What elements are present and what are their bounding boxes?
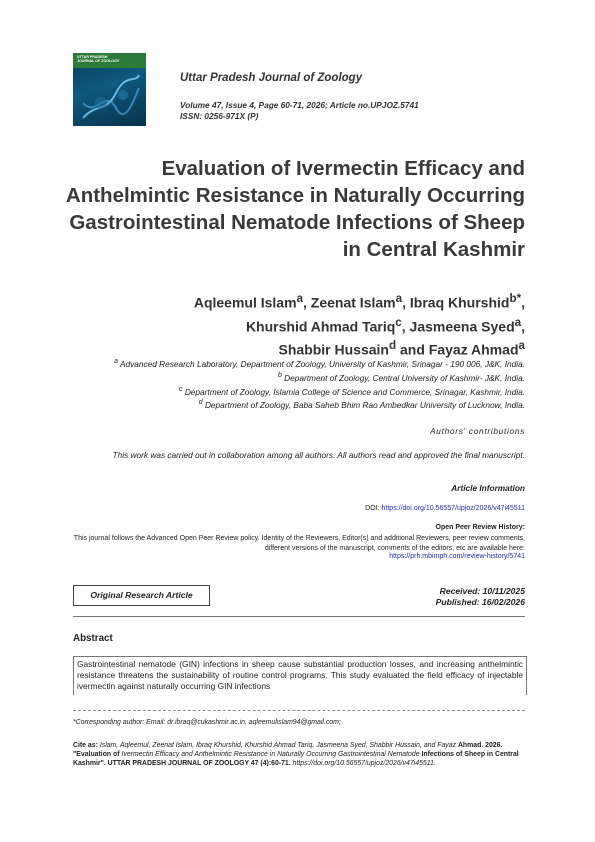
author-name: Aqleemul Islam (193, 294, 297, 311)
author-sup: b* (509, 292, 522, 305)
cite-journal: Infections of Sheep in Central Kashmir". UTTAR PRADESH JOURNAL OF ZOOLOGY 47 (4):60-71. (73, 751, 519, 767)
cite-doi[interactable]: https://doi.org/10.56557/upjoz/2026/v47i45511. (292, 760, 436, 767)
author-name: Khurshid Ahmad Tariq (245, 318, 396, 335)
author-name: Zeenat Islam (310, 294, 396, 311)
volume-line: Volume 47, Issue 4, Page 60-71, 2026; Article no.UPJOZ.5741 (180, 100, 419, 110)
article-type: Original Research Article (90, 590, 193, 600)
author-sup: a (395, 292, 403, 305)
author-name: Ibraq Khurshid (409, 294, 510, 311)
dna-helix-graphic (81, 73, 141, 123)
citation (73, 741, 525, 768)
author-sup: c (395, 315, 402, 329)
author-name: Fayaz Ahmad (428, 341, 519, 358)
cite-label: Cite as: (73, 742, 98, 749)
journal-cover-image (73, 53, 146, 126)
abstract-text: Gastrointestinal nematode (GIN) infections in sheep cause substantial production losses, and increasing anthelmintic resistance threatens the sustainability of routine control programs. This study evaluated the field efficacy of injectable ivermectin against naturally occurring GIN infections (73, 656, 527, 695)
open-peer-review-heading: Open Peer Review History: (435, 524, 525, 531)
contributions-text: This work was carried out in collaboration among all authors. All authors read and approved the final manuscript. (112, 450, 525, 460)
contributions-heading: Authors' contributions (430, 426, 525, 436)
cover-title-line1: UTTAR PRADESH (77, 55, 108, 59)
doi-link[interactable]: https://doi.org/10.56557/upjoz/2026/v47i45511 (381, 505, 525, 512)
doi-line (365, 505, 525, 512)
footnote-divider (73, 710, 525, 711)
author-list: Aqleemul Islam$^a$, Zeenat Islam$^a$, Ibraq Khurshid$^{b*}$, Khurshid Ahmad Tariq$^c$, Jasmeena Syed$^a$, Shabbir Hussain$^d$ and Fayaz Ahmad$^a$ (193, 292, 525, 358)
open-peer-review-text: This journal follows the Advanced Open Peer Review policy. Identity of the Reviewers, Editor(s) and additional Reviewers, peer review comments, different versions of the manuscript, comments of the editors, etc are available here: (73, 535, 525, 552)
author-sup: a (514, 315, 522, 329)
doi-label: DOI: (365, 505, 380, 512)
affiliation: $^c$ Department of Zoology, Islamia College of Science and Commerce, Srinagar, Kashmir, India. (179, 385, 525, 397)
author-sup: d (388, 339, 397, 353)
article-info-heading: Article Information (451, 483, 525, 493)
corresponding-author: *Corresponding author: Email: dr.ibraq@cukashmir.ac.in, aqleemulislam94@gmail.com; (73, 719, 341, 726)
received-date: Received: 10/11/2025 (439, 586, 525, 596)
journal-name: Uttar Pradesh Journal of Zoology (180, 72, 363, 84)
cover-title-line2: JOURNAL OF ZOOLOGY (77, 59, 120, 64)
affiliation: $^d$ Department of Zoology, Baba Saheb Bhim Rao Ambedkar University of Lucknow, India. (198, 399, 525, 411)
cite-title: Ivermectin Efficacy and Anthelmintic Resistance in Naturally Occurring Gastrointestinal Nematode (121, 751, 420, 758)
issn: ISSN: 0256-971X (P) (180, 111, 259, 121)
author-sup: a (518, 339, 525, 353)
cite-authors: Islam, Aqleemul, Zeenat Islam, Ibraq Khurshid, Khurshid Ahmad Tariq, Jasmeena Syed, Shabbir Hussain, and Fayaz (99, 742, 457, 749)
cite-year: Ahmad. 2026. "Evaluation of (73, 742, 503, 758)
article-title: Evaluation of Ivermectin Efficacy and Anthelmintic Resistance in Naturally Occurring Gastrointestinal Nematode Infections of Sheep in Central Kashmir (65, 157, 525, 261)
author-name: Shabbir Hussain (278, 341, 389, 358)
published-date: Published: 16/02/2026 (435, 597, 525, 607)
review-history-link[interactable]: https://prh.mbimph.com/review-history/5741 (389, 553, 525, 560)
abstract-heading: Abstract (73, 633, 113, 644)
cover-title (77, 55, 119, 63)
article-type-box (73, 585, 210, 606)
author-name: Jasmeena Syed (409, 318, 515, 335)
divider (73, 616, 525, 617)
affiliation: $^a$ Advanced Research Laboratory, Department of Zoology, University of Kashmir, Srinagar - 190 006, J&K, India. (114, 358, 525, 369)
affiliation: $^b$ Department of Zoology, Central University of Kashmir- J&K, India. (277, 371, 525, 383)
affiliations (65, 356, 525, 411)
author-sup: a (296, 292, 304, 305)
